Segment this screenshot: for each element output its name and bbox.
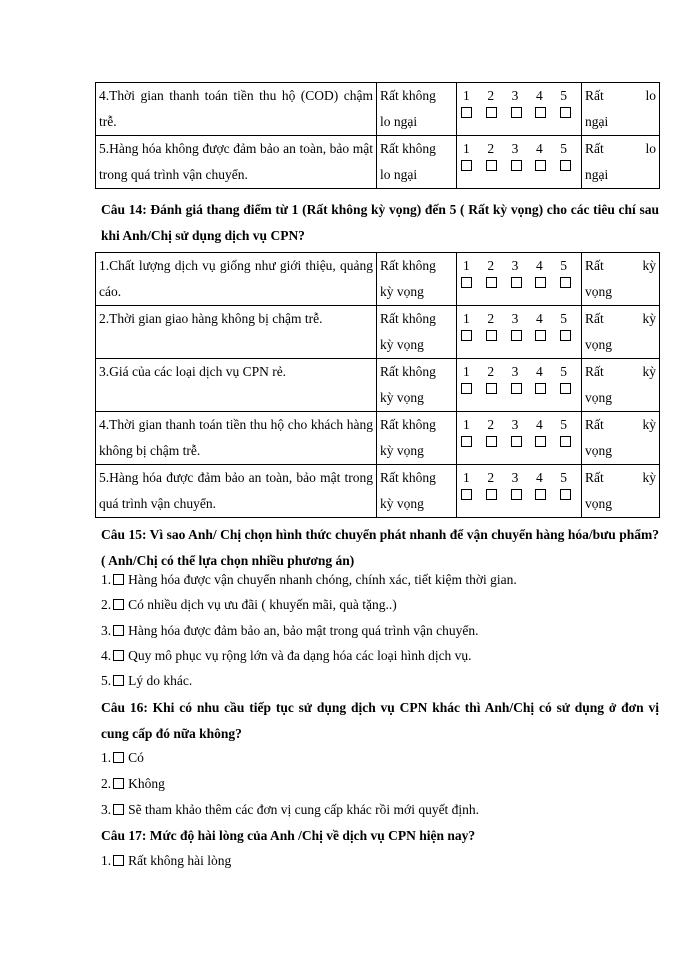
scale-checkboxes [460, 162, 571, 171]
checkbox[interactable] [113, 804, 124, 815]
q15-option-5[interactable] [101, 671, 192, 691]
rating-checkbox[interactable] [560, 436, 571, 447]
scale-number: 5 [560, 258, 567, 273]
scale-number: 3 [511, 470, 519, 485]
low-anchor-line2: lo ngại [380, 167, 418, 182]
option-text: Quy mô phục vụ rộng lớn và đa dạng hóa các loại hình dịch vụ. [128, 648, 472, 663]
scale-checkboxes [460, 332, 571, 341]
high-anchor-word: kỳ [642, 258, 656, 273]
low-anchor-line2: kỳ vọng [380, 496, 424, 511]
scale-number: 5 [560, 470, 567, 485]
table-row [96, 136, 660, 189]
option-text: Sẽ tham khảo thêm các đơn vị cung cấp khác rồi mới quyết định. [128, 802, 480, 817]
scale-number: 4 [535, 141, 543, 156]
high-anchor-word: kỳ [642, 364, 656, 379]
scale-number: 4 [535, 258, 543, 273]
high-anchor-word: Rất [585, 258, 604, 273]
criterion-cell: 4.Thời gian thanh toán tiền thu hộ cho khách hàng không bị chậm trễ. [96, 412, 377, 465]
option-number: 3. [101, 623, 112, 638]
rating-checkbox[interactable] [461, 160, 472, 171]
q17-option-1[interactable] [101, 851, 231, 871]
question-16-title: Câu 16: Khi có nhu cầu tiếp tục sử dụng dịch vụ CPN khác thì Anh/Chị có sử dụng ở đơn vị cung cấp đó nữa không? [101, 700, 659, 741]
rating-checkbox[interactable] [461, 330, 472, 341]
low-anchor-line2: lo ngại [380, 114, 418, 129]
high-anchor-word: Rất [585, 88, 604, 103]
scale-numbers [460, 359, 567, 385]
scale-numbers [460, 136, 567, 162]
option-text: Có [128, 750, 144, 765]
high-anchor-line1 [585, 83, 656, 109]
high-anchor-cell [582, 412, 660, 465]
rating-checkbox[interactable] [535, 436, 546, 447]
low-anchor-cell [377, 83, 457, 136]
q16-option-1[interactable] [101, 748, 144, 768]
scale-number: 3 [511, 311, 519, 326]
low-anchor-line1: Rất không [380, 364, 436, 379]
option-text: Lý do khác. [128, 673, 193, 688]
q15-option-2[interactable] [101, 595, 397, 615]
rating-checkbox[interactable] [486, 107, 497, 118]
high-anchor-word: Rất [585, 311, 604, 326]
high-anchor-word: Rất [585, 470, 604, 485]
high-anchor-line1 [585, 253, 656, 279]
high-anchor-word: lo [645, 141, 656, 156]
scale-number: 3 [511, 258, 519, 273]
high-anchor-line2: vọng [585, 284, 612, 299]
rating-checkbox[interactable] [560, 489, 571, 500]
q16-option-2[interactable] [101, 774, 165, 794]
checkbox[interactable] [113, 599, 124, 610]
scale-number: 1 [463, 470, 470, 485]
table-row [96, 465, 660, 518]
rating-checkbox[interactable] [511, 277, 522, 288]
option-number: 2. [101, 776, 112, 791]
scale-cell [457, 306, 582, 359]
criterion-cell: 3.Giá của các loại dịch vụ CPN rẻ. [96, 359, 377, 412]
option-number: 2. [101, 597, 112, 612]
table-row [96, 83, 660, 136]
scale-number: 3 [511, 417, 519, 432]
rating-checkbox[interactable] [461, 489, 472, 500]
rating-checkbox[interactable] [461, 383, 472, 394]
scale-numbers [460, 306, 567, 332]
high-anchor-cell [582, 83, 660, 136]
criterion-cell: 4.Thời gian thanh toán tiền thu hộ (COD) chậm trễ. [96, 83, 377, 136]
scale-number: 2 [487, 417, 495, 432]
high-anchor-cell [582, 253, 660, 306]
q16-option-3[interactable] [101, 800, 479, 820]
low-anchor-line2: kỳ vọng [380, 390, 424, 405]
option-number: 1. [101, 750, 112, 765]
high-anchor-line2: ngại [585, 114, 609, 129]
low-anchor-cell [377, 306, 457, 359]
low-anchor-line1: Rất không [380, 470, 436, 485]
scale-number: 3 [511, 88, 519, 103]
checkbox[interactable] [113, 675, 124, 686]
high-anchor-line2: ngại [585, 167, 609, 182]
scale-number: 1 [463, 88, 470, 103]
rating-checkbox[interactable] [560, 383, 571, 394]
rating-checkbox[interactable] [560, 107, 571, 118]
scale-checkboxes [460, 279, 571, 288]
scale-number: 1 [463, 311, 470, 326]
option-number: 1. [101, 572, 112, 587]
scale-number: 4 [535, 364, 543, 379]
option-number: 3. [101, 802, 112, 817]
scale-checkboxes [460, 438, 571, 447]
rating-checkbox[interactable] [511, 436, 522, 447]
high-anchor-word: kỳ [642, 417, 656, 432]
scale-number: 1 [463, 364, 470, 379]
scale-cell [457, 136, 582, 189]
criterion-cell: 5.Hàng hóa không được đảm bảo an toàn, bảo mật trong quá trình vận chuyển. [96, 136, 377, 189]
question-14-title: Câu 14: Đánh giá thang điểm từ 1 (Rất không kỳ vọng) đến 5 ( Rất kỳ vọng) cho các tiêu chí sau khi Anh/Chị sử dụng dịch vụ CPN? [101, 202, 659, 243]
scale-cell [457, 465, 582, 518]
table-row [96, 253, 660, 306]
high-anchor-cell [582, 136, 660, 189]
q15-option-3[interactable] [101, 621, 478, 641]
scale-checkboxes [460, 491, 571, 500]
checkbox[interactable] [113, 855, 124, 866]
high-anchor-cell [582, 465, 660, 518]
checkbox[interactable] [113, 778, 124, 789]
checkbox[interactable] [113, 625, 124, 636]
table-row [96, 412, 660, 465]
rating-checkbox[interactable] [511, 330, 522, 341]
high-anchor-cell [582, 359, 660, 412]
low-anchor-line1: Rất không [380, 88, 436, 103]
high-anchor-line1 [585, 465, 656, 491]
high-anchor-cell [582, 306, 660, 359]
criterion-cell: 2.Thời gian giao hàng không bị chậm trễ. [96, 306, 377, 359]
high-anchor-line1 [585, 359, 656, 385]
rating-checkbox[interactable] [511, 383, 522, 394]
high-anchor-word: lo [645, 88, 656, 103]
rating-table-q14 [95, 252, 660, 518]
scale-number: 3 [511, 364, 519, 379]
high-anchor-line1 [585, 136, 656, 162]
rating-checkbox[interactable] [461, 107, 472, 118]
rating-checkbox[interactable] [486, 277, 497, 288]
scale-number: 2 [487, 311, 495, 326]
option-number: 1. [101, 853, 112, 868]
low-anchor-line2: kỳ vọng [380, 284, 424, 299]
option-text: Không [128, 776, 165, 791]
scale-number: 4 [535, 311, 543, 326]
scale-number: 2 [487, 470, 495, 485]
low-anchor-line2: kỳ vọng [380, 337, 424, 352]
q15-option-4[interactable] [101, 646, 472, 666]
low-anchor-line1: Rất không [380, 311, 436, 326]
scale-number: 2 [487, 364, 495, 379]
scale-number: 1 [463, 258, 470, 273]
checkbox[interactable] [113, 574, 124, 585]
rating-checkbox[interactable] [486, 330, 497, 341]
high-anchor-word: Rất [585, 417, 604, 432]
scale-numbers [460, 412, 567, 438]
rating-checkbox[interactable] [486, 160, 497, 171]
checkbox[interactable] [113, 752, 124, 763]
high-anchor-word: Rất [585, 141, 604, 156]
scale-number: 2 [487, 258, 495, 273]
table-row [96, 306, 660, 359]
rating-checkbox[interactable] [511, 107, 522, 118]
high-anchor-line2: vọng [585, 337, 612, 352]
rating-checkbox[interactable] [461, 277, 472, 288]
scale-number: 1 [463, 417, 470, 432]
option-text: Rất không hài lòng [128, 853, 232, 868]
scale-numbers [460, 465, 567, 491]
low-anchor-cell [377, 359, 457, 412]
scale-cell [457, 253, 582, 306]
low-anchor-line1: Rất không [380, 258, 436, 273]
low-anchor-line1: Rất không [380, 417, 436, 432]
rating-checkbox[interactable] [486, 489, 497, 500]
question-15-title: Câu 15: Vì sao Anh/ Chị chọn hình thức chuyển phát nhanh để vận chuyển hàng hóa/bưu phẩm? ( Anh/Chị có thể lựa chọn nhiều phương án) [101, 527, 659, 568]
rating-checkbox[interactable] [486, 436, 497, 447]
low-anchor-cell [377, 465, 457, 518]
scale-number: 3 [511, 141, 519, 156]
rating-checkbox[interactable] [535, 107, 546, 118]
q15-option-1[interactable] [101, 570, 517, 590]
option-text: Hàng hóa được vận chuyển nhanh chóng, chính xác, tiết kiệm thời gian. [128, 572, 517, 587]
scale-number: 4 [535, 88, 543, 103]
low-anchor-cell [377, 253, 457, 306]
scale-numbers [460, 253, 567, 279]
rating-checkbox[interactable] [511, 489, 522, 500]
option-number: 4. [101, 648, 112, 663]
scale-number: 2 [487, 88, 495, 103]
high-anchor-line2: vọng [585, 496, 612, 511]
option-number: 5. [101, 673, 112, 688]
rating-checkbox[interactable] [486, 383, 497, 394]
scale-number: 2 [487, 141, 495, 156]
scale-cell [457, 412, 582, 465]
criterion-cell: 1.Chất lượng dịch vụ giống như giới thiệu, quảng cáo. [96, 253, 377, 306]
option-text: Hàng hóa được đảm bảo an, bảo mật trong quá trình vận chuyển. [128, 623, 479, 638]
rating-checkbox[interactable] [560, 277, 571, 288]
rating-checkbox[interactable] [535, 489, 546, 500]
high-anchor-line1 [585, 412, 656, 438]
rating-checkbox[interactable] [511, 160, 522, 171]
high-anchor-line1 [585, 306, 656, 332]
scale-number: 5 [560, 141, 567, 156]
rating-table-q13 [95, 82, 660, 189]
rating-checkbox[interactable] [461, 436, 472, 447]
scale-cell [457, 83, 582, 136]
scale-number: 5 [560, 417, 567, 432]
rating-checkbox[interactable] [560, 160, 571, 171]
scale-number: 5 [560, 88, 567, 103]
high-anchor-word: kỳ [642, 470, 656, 485]
checkbox[interactable] [113, 650, 124, 661]
rating-checkbox[interactable] [560, 330, 571, 341]
criterion-cell: 5.Hàng hóa được đảm bảo an toàn, bảo mật trong quá trình vận chuyển. [96, 465, 377, 518]
high-anchor-word: kỳ [642, 311, 656, 326]
high-anchor-line2: vọng [585, 443, 612, 458]
rating-checkbox[interactable] [535, 330, 546, 341]
rating-checkbox[interactable] [535, 277, 546, 288]
high-anchor-word: Rất [585, 364, 604, 379]
high-anchor-line2: vọng [585, 390, 612, 405]
question-17-title: Câu 17: Mức độ hài lòng của Anh /Chị về dịch vụ CPN hiện nay? [101, 828, 476, 843]
scale-checkboxes [460, 109, 571, 118]
rating-checkbox[interactable] [535, 383, 546, 394]
scale-checkboxes [460, 385, 571, 394]
low-anchor-cell [377, 136, 457, 189]
scale-numbers [460, 83, 567, 109]
option-text: Có nhiều dịch vụ ưu đãi ( khuyến mãi, quà tặng..) [128, 597, 397, 612]
low-anchor-line1: Rất không [380, 141, 436, 156]
table-row [96, 359, 660, 412]
rating-checkbox[interactable] [535, 160, 546, 171]
scale-number: 4 [535, 417, 543, 432]
low-anchor-cell [377, 412, 457, 465]
scale-number: 5 [560, 311, 567, 326]
scale-number: 4 [535, 470, 543, 485]
low-anchor-line2: kỳ vọng [380, 443, 424, 458]
scale-number: 5 [560, 364, 567, 379]
scale-number: 1 [463, 141, 470, 156]
scale-cell [457, 359, 582, 412]
